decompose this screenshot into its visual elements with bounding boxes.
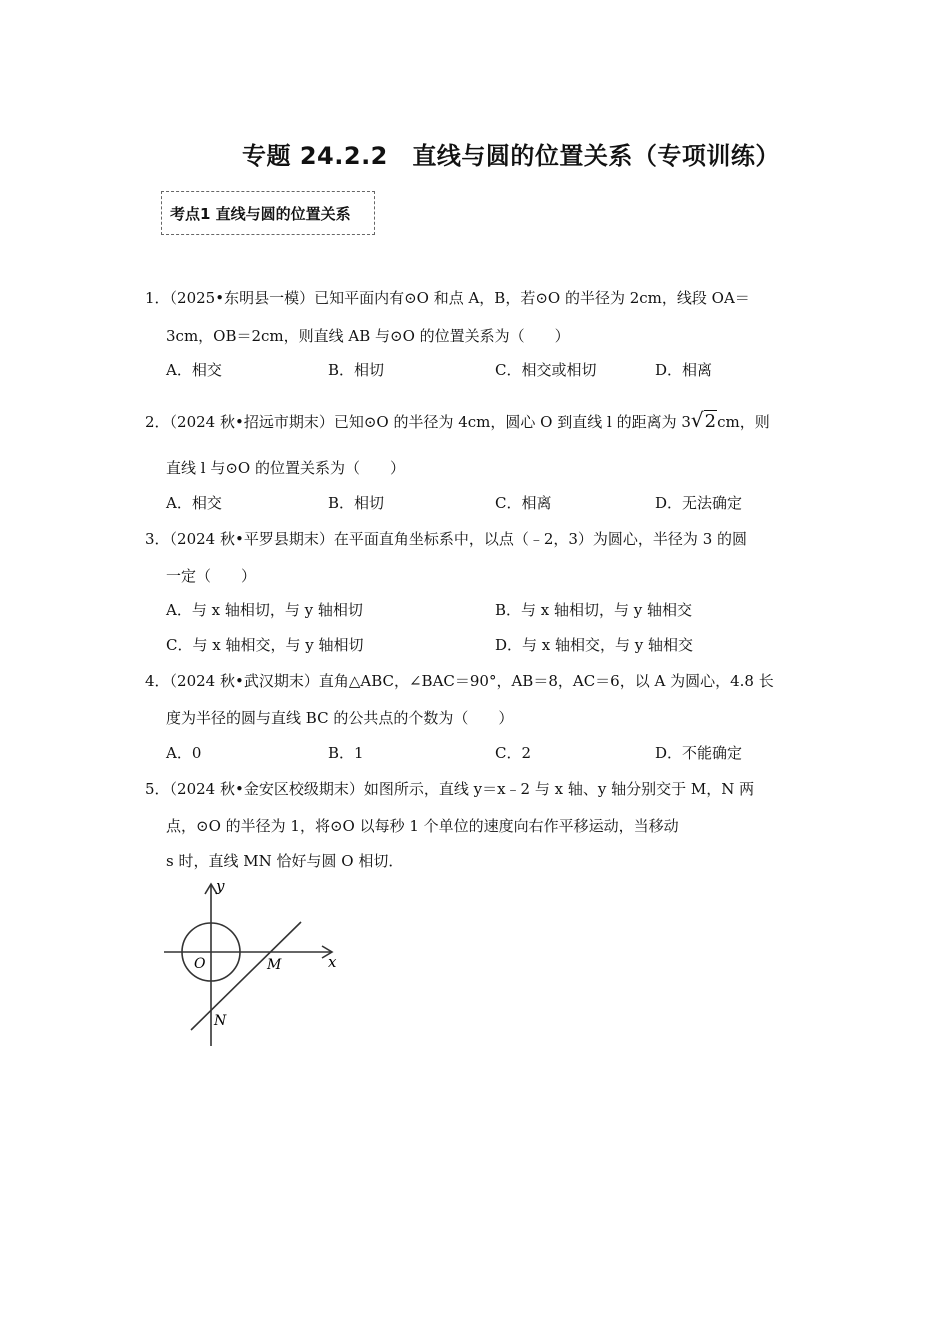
question-5-line-2: 点，⊙O 的半径为 1，将⊙O 以每秒 1 个单位的速度向右作平移运动，当移动 [166, 817, 679, 835]
question-5-text: （2024 秋•金安区校级期末）如图所示，直线 y＝x﹣2 与 x 轴、y 轴分别交于 M，N 两 [169, 780, 755, 798]
question-4-number: 4． [145, 672, 170, 690]
question-4-option-c: C．2 [495, 744, 532, 762]
question-3-option-a: A．与 x 轴相切，与 y 轴相切 [166, 601, 363, 619]
origin-label: O [194, 956, 206, 972]
question-4-text: （2024 秋•武汉期末）直角△ABC，∠BAC＝90°，AB＝8，AC＝6，以 A 为圆心，4.8 长 [169, 672, 774, 690]
question-1-line-2: 3cm，OB＝2cm，则直线 AB 与⊙O 的位置关系为（ ） [166, 327, 570, 345]
question-3-text: （2024 秋•平罗县期末）在平面直角坐标系中，以点（﹣2，3）为圆心，半径为 3 的圆 [169, 530, 748, 548]
question-3-option-b: B．与 x 轴相切，与 y 轴相交 [495, 601, 693, 619]
question-4-option-b: B．1 [328, 744, 364, 762]
line-mn [191, 922, 301, 1030]
question-1-option-a: A．相交 [166, 361, 222, 379]
question-2-option-d: D．无法确定 [655, 494, 743, 512]
question-1-option-c: C．相交或相切 [495, 361, 597, 379]
question-2-text-b: cm，则 [717, 413, 770, 431]
question-2-option-b: B．相切 [328, 494, 385, 512]
question-2-text-a: （2024 秋•招远市期末）已知⊙O 的半径为 4cm，圆心 O 到直线 l 的距离为 3 [169, 413, 691, 431]
sqrt-symbol: √2 [690, 408, 717, 432]
question-3-line-2: 一定（ ） [166, 567, 257, 585]
question-4-line-2: 度为半径的圆与直线 BC 的公共点的个数为（ ） [166, 709, 514, 727]
sqrt-radicand: 2 [704, 411, 717, 432]
question-1-line-1 [145, 288, 750, 308]
question-1-option-b: B．相切 [328, 361, 385, 379]
question-2-option-c: C．相离 [495, 494, 552, 512]
question-4-option-a: A．0 [166, 744, 202, 762]
question-5-line-1 [145, 779, 754, 799]
coordinate-figure [160, 878, 350, 1050]
question-5-line-3: s 时，直线 MN 恰好与圆 O 相切． [166, 852, 404, 870]
question-2-line-1 [145, 410, 770, 432]
y-axis-label: y [216, 878, 225, 895]
question-1-option-d: D．相离 [655, 361, 713, 379]
point-n-label: N [214, 1013, 227, 1029]
question-4-line-1 [145, 671, 774, 691]
point-m-label: M [267, 957, 282, 973]
question-2-line-2: 直线 l 与⊙O 的位置关系为（ ） [166, 459, 405, 477]
question-2-number: 2． [145, 413, 170, 431]
question-5-number: 5． [145, 780, 170, 798]
page-title: 专题 24.2.2 直线与圆的位置关系（专项训练） [242, 142, 780, 170]
section-heading: 考点1 直线与圆的位置关系 [161, 191, 375, 235]
question-3-line-1 [145, 529, 747, 549]
question-3-number: 3． [145, 530, 170, 548]
question-1-number: 1． [145, 289, 170, 307]
question-1-text: （2025•东明县一模）已知平面内有⊙O 和点 A，B，若⊙O 的半径为 2cm，线段 OA＝ [169, 289, 750, 307]
question-3-option-d: D．与 x 轴相交，与 y 轴相交 [495, 636, 694, 654]
question-4-option-d: D．不能确定 [655, 744, 743, 762]
question-3-option-c: C．与 x 轴相交，与 y 轴相切 [166, 636, 364, 654]
x-axis-label: x [328, 953, 337, 971]
question-2-option-a: A．相交 [166, 494, 222, 512]
